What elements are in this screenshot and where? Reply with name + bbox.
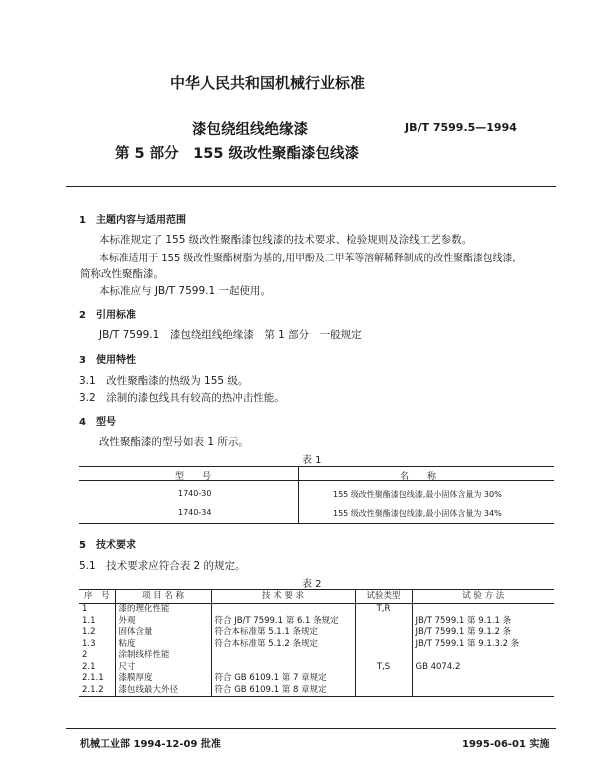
table-2-header-row	[79, 590, 554, 604]
table-1-column-divider	[298, 466, 299, 524]
table-1-row-1-name: 155 级改性聚酯漆包线漆,最小固体含量为 30%	[333, 490, 502, 499]
table-row	[79, 604, 554, 616]
table-1-top-rule	[79, 466, 554, 467]
table-2-cell-index: 2.1.1	[82, 673, 104, 683]
table-2-cell-test-method: JB/T 7599.1 第 9.1.1 条	[412, 616, 554, 628]
table-row	[79, 627, 554, 639]
table-2-cell-requirement: 符合本标准第 5.1.1 条规定	[211, 627, 355, 639]
table-2-cell-requirement: 符合本标准第 5.1.2 条规定	[211, 639, 355, 651]
section-1-paragraph-3: 本标准应与 JB/T 7599.1 一起使用。	[99, 285, 272, 297]
section-3-heading: 3 使用特性	[79, 355, 136, 366]
table-2-cell-test-method: GB 4074.2	[412, 662, 554, 674]
table-1-header-name: 名 称	[400, 472, 437, 482]
section-2-heading: 2 引用标准	[79, 310, 136, 321]
section-3-item-1: 3.1 改性聚酯漆的热级为 155 级。	[79, 375, 249, 387]
table-1-row-2-name: 155 级改性聚酯漆包线漆,最小固体含量为 34%	[333, 509, 502, 518]
table-2-cell-requirement	[211, 604, 355, 616]
table-2-cell-test-method	[412, 604, 554, 616]
footer-rule	[66, 728, 556, 729]
table-2-cell-test-type	[355, 685, 412, 697]
table-2-cell-requirement	[211, 650, 355, 662]
table-2-cell-test-type	[355, 673, 412, 685]
table-2-cell-item: 漆的理化性能	[115, 604, 211, 616]
table-2-cell-index: 2.1	[82, 661, 96, 672]
table-2-cell-item: 外观	[115, 616, 211, 628]
standard-number: JB/T 7599.5—1994	[405, 121, 517, 134]
document-title-part: 第 5 部分 155 级改性聚酯漆包线漆	[115, 146, 359, 162]
referenced-standard: JB/T 7599.1 漆包绕组线绝缘漆 第 1 部分 一般规定	[99, 329, 362, 341]
table-1-row-1-model: 1740-30	[178, 489, 212, 498]
table-row	[79, 685, 554, 697]
table-2-cell-test-type: T,R	[355, 604, 412, 616]
table-2-cell-index: 1.3	[82, 638, 96, 649]
section-1-heading: 1 主题内容与适用范围	[79, 215, 186, 226]
table-2-cell-item: 粘度	[115, 639, 211, 651]
section-3-item-2: 3.2 涂制的漆包线具有较高的热冲击性能。	[79, 392, 285, 404]
section-4-paragraph: 改性聚酯漆的型号如表 1 所示。	[99, 436, 249, 448]
table-row	[79, 673, 554, 685]
table-2-cell-requirement: 符合 GB 6109.1 第 8 章规定	[211, 685, 355, 697]
section-5-item-1: 5.1 技术要求应符合表 2 的规定。	[79, 560, 246, 572]
table-2-cell-test-method: JB/T 7599.1 第 9.1.2 条	[412, 627, 554, 639]
table-2-cell-index: 1.1	[82, 615, 96, 626]
section-1-paragraph-1: 本标准规定了 155 级改性聚酯漆包线漆的技术要求、检验规则及涂线工艺参数。	[99, 234, 473, 246]
table-row	[79, 616, 554, 628]
implementation-date: 1995-06-01 实施	[462, 739, 550, 750]
table-2-cell-test-type	[355, 650, 412, 662]
table-2	[79, 589, 554, 697]
table-1-caption: 表 1	[302, 455, 322, 466]
table-2-cell-item: 涂制线样性能	[115, 650, 211, 662]
table-2-cell-requirement: 符合 GB 6109.1 第 7 章规定	[211, 673, 355, 685]
table-2-cell-test-type	[355, 616, 412, 628]
table-2-cell-test-type	[355, 627, 412, 639]
section-4-heading: 4 型号	[79, 417, 116, 428]
table-2-cell-index: 2	[82, 650, 88, 660]
header-rule	[66, 186, 556, 187]
table-2-cell-requirement: 符合 JB/T 7599.1 第 6.1 条规定	[211, 616, 355, 628]
table-2-cell-test-method: JB/T 7599.1 第 9.1.3.2 条	[412, 639, 554, 651]
table-2-cell-test-method	[412, 685, 554, 697]
table-2-cell-test-method	[412, 650, 554, 662]
table-2-cell-test-method	[412, 673, 554, 685]
table-2-header-item: 项 目 名 称	[115, 590, 211, 604]
table-2-cell-test-type: T,S	[355, 662, 412, 674]
approval-date: 机械工业部 1994-12-09 批准	[80, 739, 221, 750]
table-2-header-test-method: 试 验 方 法	[412, 590, 554, 604]
table-2-cell-item: 漆包线最大外径	[115, 685, 211, 697]
table-2-cell-index: 1.2	[82, 627, 96, 637]
issuing-organization: 中华人民共和国机械行业标准	[170, 74, 366, 92]
table-2-header-requirement: 技 术 要 求	[211, 590, 355, 604]
table-2-header-test-type: 试验类型	[355, 590, 412, 604]
table-2-header-index: 序 号	[79, 590, 115, 604]
table-1-bottom-rule	[79, 523, 554, 524]
table-row	[79, 650, 554, 662]
table-2-cell-test-type	[355, 639, 412, 651]
table-2-cell-item: 漆膜厚度	[115, 673, 211, 685]
table-2-cell-requirement	[211, 662, 355, 674]
table-2-caption: 表 2	[302, 579, 322, 590]
table-1-header-rule	[79, 480, 554, 481]
section-5-heading: 5 技术要求	[79, 540, 136, 551]
table-row	[79, 639, 554, 651]
table-2-cell-item: 固体含量	[115, 627, 211, 639]
table-row	[79, 662, 554, 674]
section-1-paragraph-2: 本标准适用于 155 级改性聚酯树脂为基的,用甲酚及二甲苯等溶解稀释制成的改性聚酯漆包线漆,	[99, 253, 516, 264]
document-title-main: 漆包绕组线绝缘漆	[192, 122, 308, 138]
table-2-cell-item: 尺寸	[115, 662, 211, 674]
table-2-cell-index: 1	[82, 604, 88, 614]
section-1-paragraph-2-cont: 简称改性聚酯漆。	[80, 268, 164, 280]
table-1-row-2-model: 1740-34	[178, 508, 212, 517]
table-2-cell-index: 2.1.2	[82, 684, 104, 695]
table-1-header-model: 型 号	[175, 472, 212, 482]
